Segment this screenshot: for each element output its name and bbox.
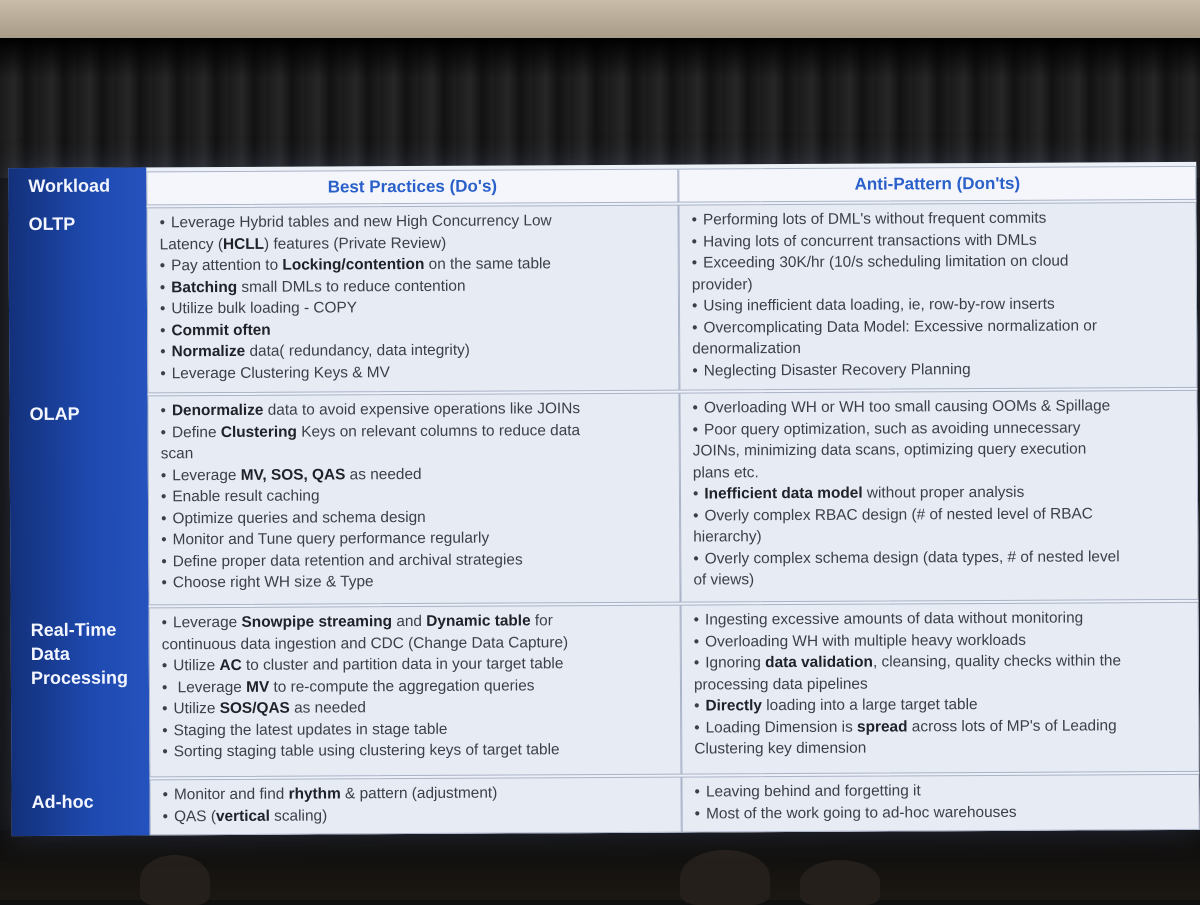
item-text: , cleansing, quality checks within the: [872, 652, 1122, 671]
bullet-item: [160, 360, 672, 384]
emphasis-text: Dynamic table: [426, 612, 531, 630]
bullet-item: [694, 714, 1192, 738]
bullet-item: [161, 570, 673, 594]
bullet-continuation: [692, 336, 1190, 360]
dos-cell: [147, 393, 680, 606]
item-text: Loading Dimension is: [705, 718, 858, 736]
emphasis-text: AC: [219, 656, 242, 675]
bullet-item: [159, 210, 671, 234]
workload-label: [29, 402, 79, 426]
item-text: provider): [691, 275, 753, 294]
bullet-item: [692, 395, 1190, 419]
emphasis-text: MV, SOS, QAS: [240, 465, 346, 484]
item-text: Poor query optimization, such as avoiding unnecessary: [703, 419, 1081, 438]
item-text: as needed: [345, 465, 422, 483]
workload-label-line: OLAP: [29, 403, 80, 425]
item-text: plans etc.: [692, 463, 759, 482]
item-text: hierarchy): [693, 528, 762, 546]
item-text: small DMLs to reduce contention: [237, 277, 466, 296]
bullet-item: [694, 693, 1192, 717]
item-text: Leverage: [173, 678, 247, 696]
item-text: data( redundancy, data integrity): [245, 341, 470, 360]
bullet-item: [161, 484, 673, 508]
bullet-item: [160, 398, 672, 422]
bullet-item: [693, 545, 1191, 569]
item-text: Pay attention to: [171, 256, 283, 275]
bullet-continuation: [160, 231, 672, 255]
bullet-continuation: [693, 567, 1191, 591]
bullet-item: [160, 274, 672, 298]
bullet-item: [161, 462, 673, 486]
item-text: Overcomplicating Data Model: Excessive normalization or: [703, 316, 1098, 336]
workload-label: [31, 617, 128, 690]
emphasis-text: data validation: [765, 653, 873, 672]
item-text: of views): [693, 571, 755, 589]
item-text: processing data pipelines: [693, 675, 868, 694]
bullet-item: [162, 696, 674, 720]
emphasis-text: Clustering: [220, 423, 297, 441]
bullet-item: [161, 527, 673, 551]
item-text: Ingesting excessive amounts of data without monitoring: [704, 609, 1084, 629]
item-text: scan: [160, 445, 194, 463]
emphasis-text: spread: [856, 717, 908, 736]
item-text: to cluster and partition data in your target table: [241, 655, 564, 674]
item-text: Leverage: [172, 613, 242, 632]
bullet-continuation: [161, 441, 673, 465]
bullet-continuation: [162, 631, 674, 655]
bullet-item: [692, 293, 1190, 317]
item-text: Using inefficient data loading, ie, row-by-row inserts: [703, 295, 1055, 315]
item-text: Leverage: [172, 466, 241, 484]
item-text: Overloading WH or WH too small causing OOMs & Spillage: [703, 397, 1111, 417]
bullet-item: [693, 502, 1191, 526]
bullet-item: [694, 650, 1192, 674]
item-text: Choose right WH size & Type: [172, 573, 374, 592]
dos-cell: [149, 777, 681, 836]
donts-cell: [681, 774, 1199, 833]
item-text: Leverage Hybrid tables and new High Concurrency Low: [170, 212, 552, 232]
bullet-item: [162, 653, 674, 677]
item-text: loading into a large target table: [761, 696, 978, 715]
item-text: Sorting staging table using clustering keys of target table: [173, 741, 560, 761]
item-text: continuous data ingestion and CDC (Change Data Capture): [161, 633, 569, 653]
item-text: Overloading WH with multiple heavy workloads: [705, 631, 1026, 650]
bullet-continuation: [694, 671, 1192, 695]
item-text: Define proper data retention and archival strategies: [172, 550, 523, 570]
item-text: Exceeding 30K/hr (10/s scheduling limitation on cloud: [703, 252, 1069, 272]
bullet-item: [162, 717, 674, 741]
workload-label-line: OLTP: [28, 213, 76, 235]
stage-curtain: [0, 38, 1200, 178]
item-text: QAS (: [174, 807, 216, 825]
item-text: Define: [171, 423, 221, 441]
item-text: JOINs, minimizing data scans, optimizing query execution: [692, 440, 1087, 460]
bullet-item: [694, 628, 1192, 652]
item-text: for: [530, 612, 553, 630]
item-text: Performing lots of DML's without frequent commits: [702, 209, 1047, 229]
emphasis-text: Batching: [171, 278, 238, 296]
emphasis-text: vertical: [215, 807, 270, 825]
item-text: Neglecting Disaster Recovery Planning: [703, 360, 971, 379]
bullet-item: [692, 357, 1190, 381]
emphasis-text: Snowpipe streaming: [241, 613, 393, 631]
emphasis-text: Inefficient data model: [704, 484, 863, 503]
item-text: data to avoid expensive operations like JOINs: [263, 400, 581, 419]
item-text: ) features (Private Review): [263, 234, 447, 253]
bullet-item: [694, 607, 1192, 631]
bullet-continuation: [694, 736, 1192, 760]
dos-cell: [149, 605, 682, 778]
item-text: without proper analysis: [862, 483, 1025, 502]
item-text: to re-compute the aggregation queries: [269, 676, 535, 696]
bullet-item: [691, 207, 1189, 231]
item-text: Overly complex schema design (data types, # of nested level: [704, 547, 1120, 567]
item-text: Monitor and find: [173, 785, 289, 804]
bullet-continuation: [693, 459, 1191, 483]
bullet-item: [161, 419, 673, 443]
bullet-item: [161, 548, 673, 572]
workload-column: [8, 167, 149, 836]
item-text: Having lots of concurrent transactions with DMLs: [702, 231, 1037, 250]
workload-label-line: Processing: [30, 667, 129, 689]
emphasis-text: Commit often: [171, 321, 271, 339]
item-text: Monitor and Tune query performance regularly: [172, 529, 490, 549]
item-text: across lots of MP's of Leading: [907, 716, 1117, 735]
item-text: Keys on relevant columns to reduce data: [296, 421, 581, 441]
emphasis-text: rhythm: [288, 785, 341, 803]
bullet-continuation: [692, 271, 1190, 295]
workload-label-line: Ad-hoc: [31, 791, 94, 813]
emphasis-text: SOS/QAS: [219, 699, 290, 718]
bullet-item: [693, 481, 1191, 505]
bullet-item: [160, 296, 672, 320]
item-text: Staging the latest updates in stage table: [173, 720, 448, 739]
item-text: Enable result caching: [172, 487, 320, 506]
item-text: Most of the work going to ad-hoc warehouses: [705, 803, 1017, 822]
ceiling: [0, 0, 1200, 38]
item-text: and: [391, 612, 427, 631]
donts-cell: [678, 202, 1197, 391]
emphasis-text: Locking/contention: [282, 255, 425, 274]
workload-label-line: Real-Time: [30, 619, 117, 641]
donts-cell: [681, 602, 1200, 775]
bullet-item: [162, 610, 674, 634]
item-text: Leverage Clustering Keys & MV: [171, 363, 390, 382]
item-text: Ignoring: [705, 654, 766, 672]
workload-label: [28, 212, 75, 236]
bullet-item: [160, 253, 672, 277]
bullet-item: [160, 339, 672, 363]
item-text: on the same table: [424, 255, 552, 273]
bullet-item: [161, 505, 673, 529]
audience-head: [800, 860, 880, 905]
bullet-item: [693, 416, 1191, 440]
bullet-item: [692, 250, 1190, 274]
workload-header: Workload: [28, 175, 111, 197]
practices-table: [146, 162, 1199, 835]
item-text: Utilize: [173, 657, 220, 675]
emphasis-text: Normalize: [171, 342, 246, 361]
bullet-item: [162, 739, 674, 763]
dos-cell: [146, 205, 679, 394]
item-text: scaling): [269, 806, 328, 825]
item-text: & pattern (adjustment): [340, 784, 498, 803]
bullet-item: [163, 803, 675, 827]
item-text: Utilize bulk loading - COPY: [171, 299, 358, 318]
emphasis-text: Directly: [705, 697, 762, 715]
item-text: Clustering key dimension: [694, 739, 867, 758]
item-text: as needed: [289, 699, 367, 717]
bullet-item: [162, 782, 674, 806]
workload-label-line: Data: [30, 643, 70, 665]
item-text: Optimize queries and schema design: [172, 508, 426, 527]
emphasis-text: MV: [246, 678, 270, 696]
item-text: Overly complex RBAC design (# of nested level of RBAC: [704, 504, 1093, 524]
bullet-item: [695, 800, 1193, 824]
dos-header: Best Practices (Do's): [146, 169, 678, 206]
donts-header: Anti-Pattern (Don'ts): [678, 166, 1196, 203]
bullet-item: [692, 314, 1190, 338]
audience-head: [140, 855, 210, 905]
projected-slide: [8, 162, 1199, 836]
audience-head: [680, 850, 770, 905]
bullet-item: [692, 228, 1190, 252]
item-text: denormalization: [692, 339, 801, 358]
bullet-item: [162, 674, 674, 698]
emphasis-text: Denormalize: [171, 401, 264, 420]
item-text: Leaving behind and forgetting it: [705, 782, 921, 801]
item-text: Utilize: [173, 700, 220, 718]
bullet-continuation: [693, 438, 1191, 462]
donts-cell: [679, 390, 1198, 603]
bullet-continuation: [693, 524, 1191, 548]
bullet-item: [160, 317, 672, 341]
item-text: Latency (: [159, 235, 224, 253]
emphasis-text: HCLL: [222, 235, 265, 253]
bullet-item: [694, 779, 1192, 803]
workload-label: [32, 790, 94, 814]
